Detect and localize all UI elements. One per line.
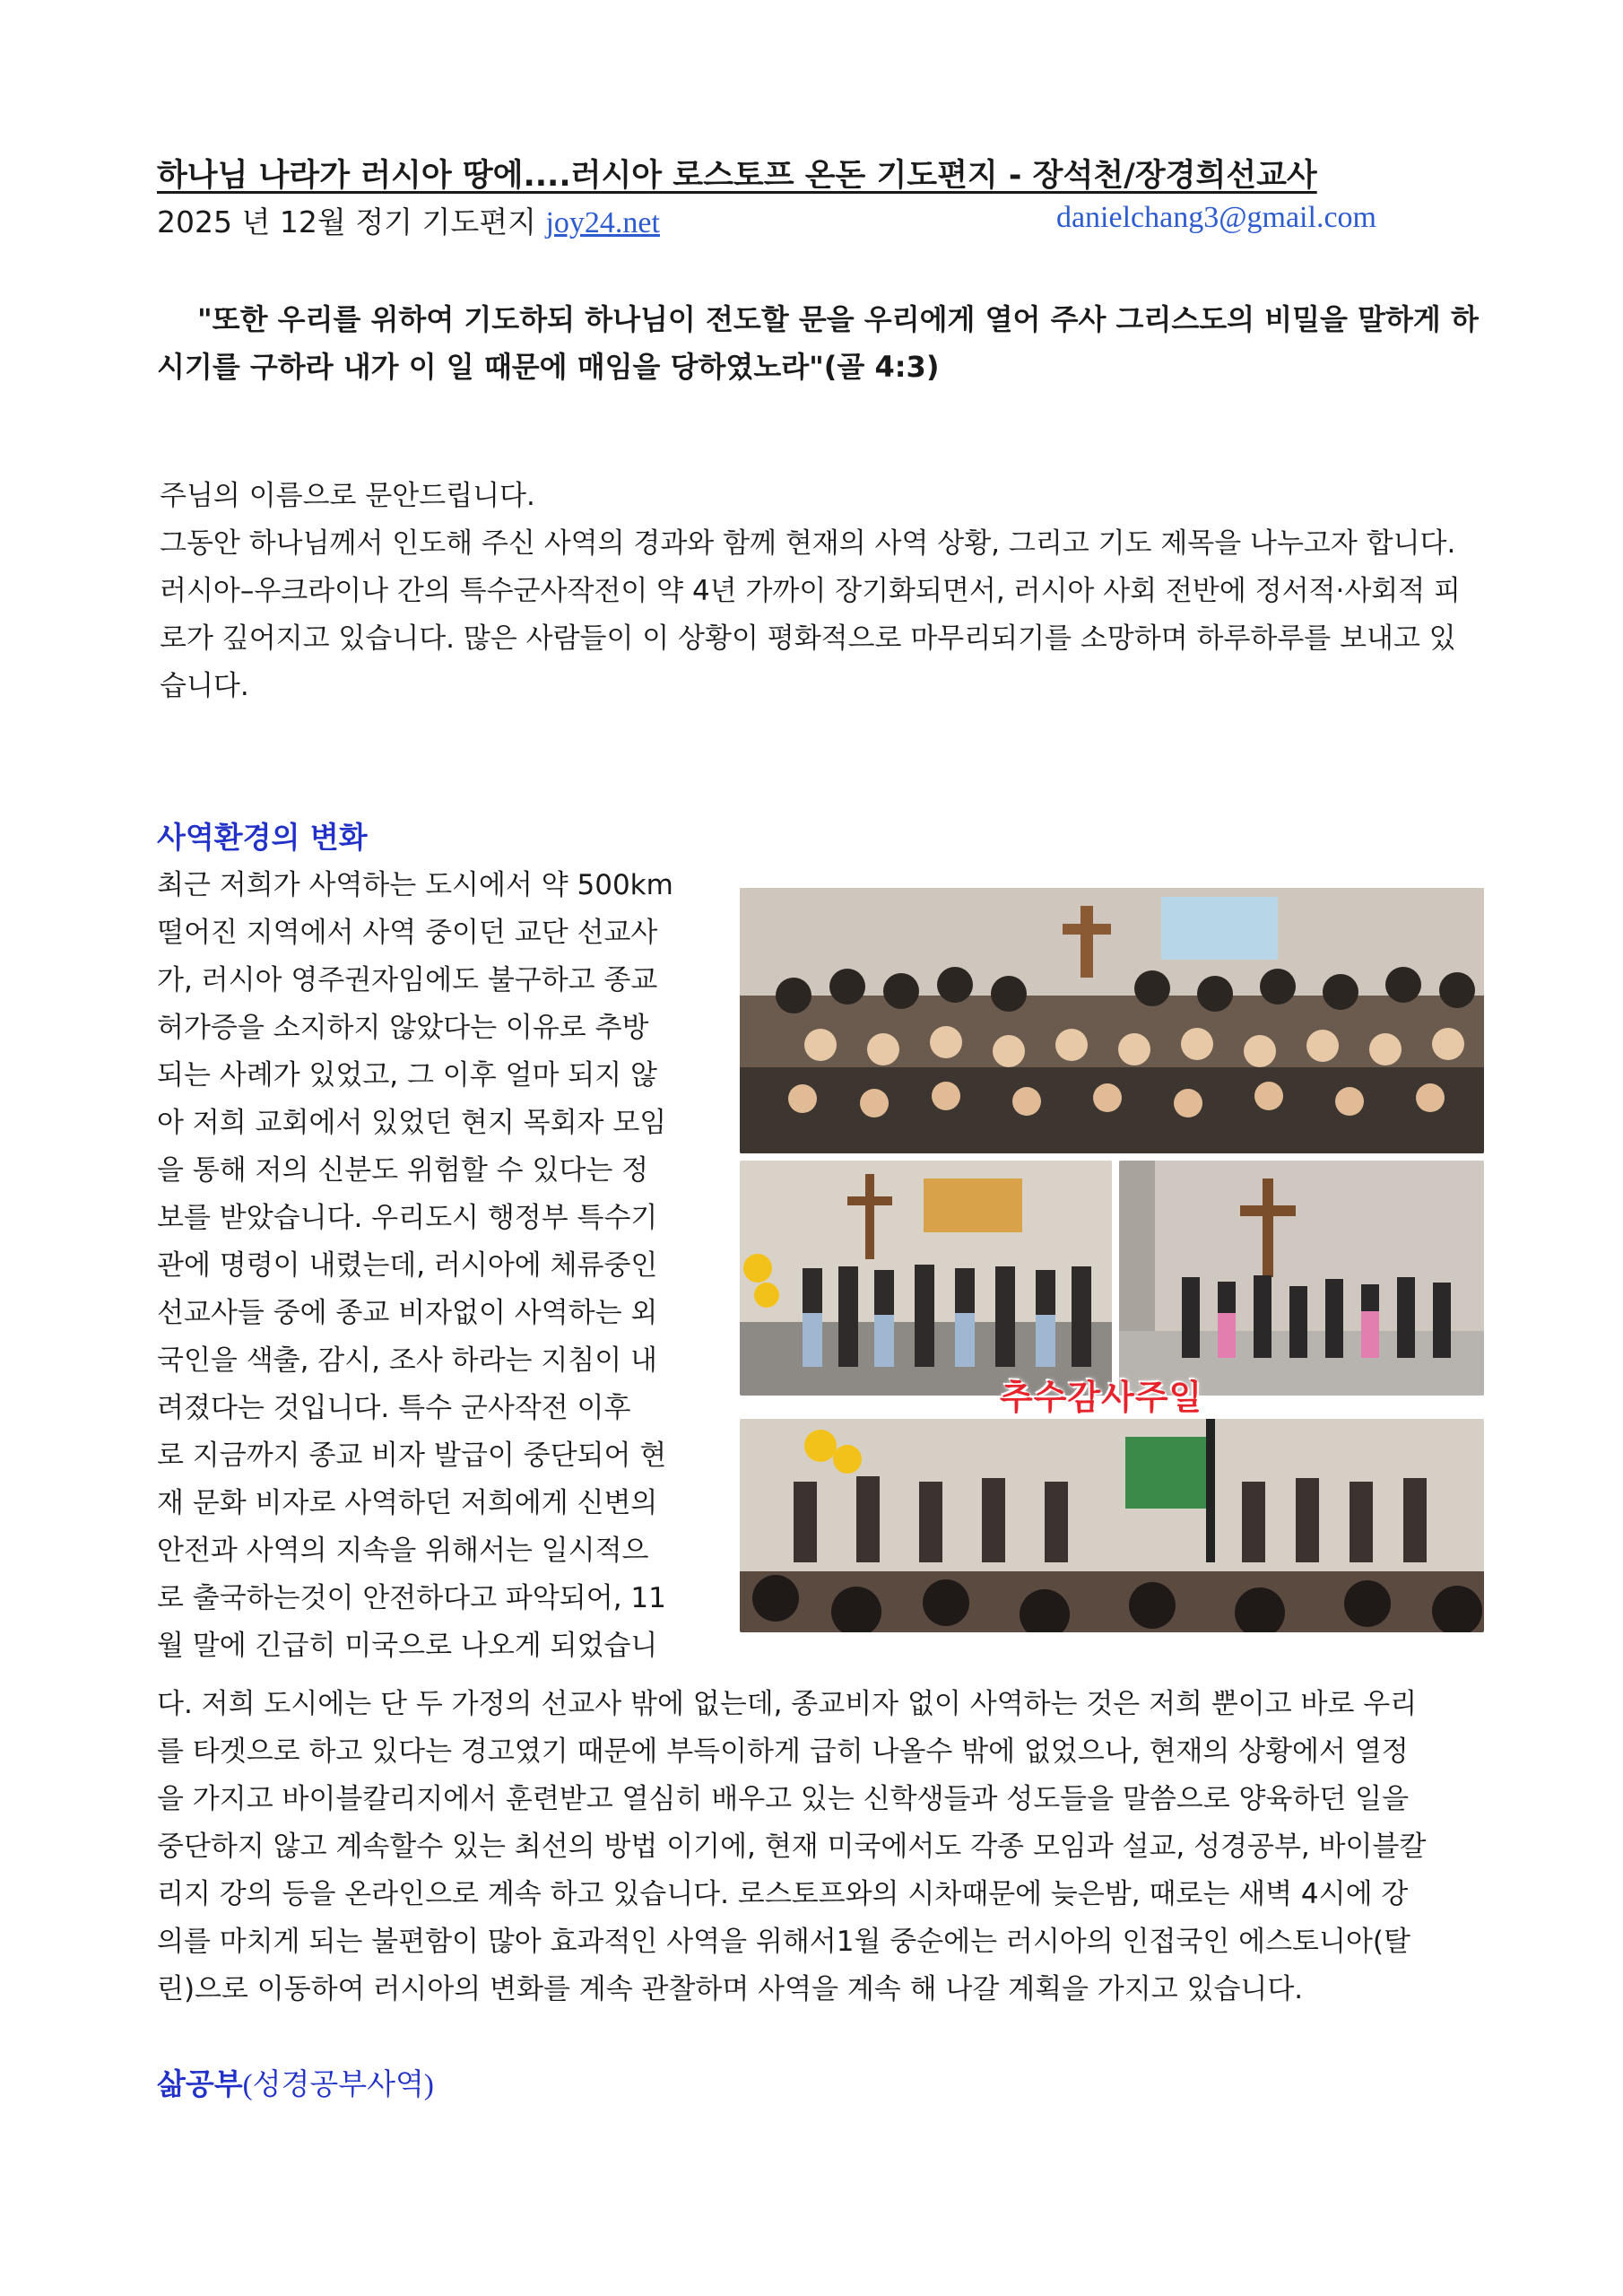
thanksgiving-photo-right	[1119, 1161, 1484, 1396]
photo-caption: 추수감사주일	[1000, 1378, 1203, 1417]
text-line: 관에 명령이 내렸는데, 러시아에 체류중인	[157, 1249, 658, 1282]
text-line: 다. 저희 도시에는 단 두 가정의 선교사 밖에 없는데, 종교비자 없이 사역하는 것은 저희 뿐이고 바로 우리	[157, 1688, 1418, 1720]
text-line: 로 지금까지 종교 비자 발급이 중단되어 현	[157, 1439, 667, 1472]
text-line: 안전과 사역의 지속을 위해서는 일시적으	[157, 1535, 649, 1567]
website-link[interactable]: joy24.net	[545, 206, 660, 239]
text-line: 선교사들 중에 종교 비자없이 사역하는 외	[157, 1297, 658, 1329]
letter-subtitle: 2025 년 12월 정기 기도편지	[157, 204, 536, 239]
letter-title: 하나님 나라가 러시아 땅에....러시아 로스토프 온돈 기도편지 - 장석천/장경희선교사	[157, 158, 1317, 194]
text-line: 되는 사례가 있었고, 그 이후 얼마 되지 않	[157, 1059, 657, 1091]
text-line: 를 타겟으로 하고 있다는 경고였기 때문에 부득이하게 급히 나올수 밖에 없었으나, 현재의 상황에서 열정	[157, 1735, 1409, 1768]
thanksgiving-photo-left	[740, 1161, 1112, 1396]
text-line: 아 저희 교회에서 있었던 현지 목회자 모임	[157, 1107, 667, 1139]
text-line: 가, 러시아 영주권자임에도 불구하고 종교	[157, 964, 658, 996]
text-line: 떨어진 지역에서 사역 중이던 교단 선교사	[157, 917, 658, 949]
text-line: 리지 강의 등을 온라인으로 계속 하고 있습니다. 로스토프와의 시차때문에 늦은밤, 때로는 새벽 4시에 강	[157, 1878, 1409, 1910]
group-photo	[740, 888, 1484, 1153]
letter-subtitle-line	[157, 199, 1376, 240]
section-heading-paren: (성경공부사역)	[242, 2069, 434, 2101]
intro-paragraph: 그동안 하나님께서 인도해 주신 사역의 경과와 함께 현재의 사역 상황, 그리고 기도 제목을 나누고자 합니다.	[160, 527, 1456, 560]
intro-section	[160, 473, 1478, 710]
text-line: 재 문화 비자로 사역하던 저희에게 신변의	[157, 1487, 658, 1519]
service-photo	[740, 1419, 1484, 1632]
text-line: 월 말에 긴급히 미국으로 나오게 되었습니	[157, 1630, 658, 1662]
section-heading-bible-study	[157, 2061, 434, 2103]
text-line: 허가증을 소지하지 않았다는 이유로 추방	[157, 1012, 649, 1044]
text-line: 을 통해 저의 신분도 위험할 수 있다는 정	[157, 1154, 649, 1187]
section-heading-text: 삶공부	[157, 2066, 243, 2101]
text-line: 최근 저희가 사역하는 도시에서 약 500km	[157, 869, 673, 901]
text-line: 려졌다는 것입니다. 특수 군사작전 이후	[157, 1392, 631, 1424]
text-line: 중단하지 않고 계속할수 있는 최선의 방법 이기에, 현재 미국에서도 각종 모임과 설교, 성경공부, 바이블칼	[157, 1831, 1427, 1863]
greeting: 주님의 이름으로 문안드립니다.	[160, 480, 535, 512]
text-line: 을 가지고 바이블칼리지에서 훈련받고 열심히 배우고 있는 신학생들과 성도들을 말씀으로 양육하던 일을	[157, 1783, 1410, 1815]
scripture-verse: "또한 우리를 위하여 기도하되 하나님이 전도할 문을 우리에게 열어 주사 그리스도의 비밀을 말하게 하시기를 구하라 내가 이 일 때문에 매임을 당하였노라"(골 4:3)	[157, 302, 1479, 384]
text-line: 국인을 색출, 감시, 조사 하라는 지침이 내	[157, 1344, 657, 1377]
intro-paragraph: 러시아–우크라이나 간의 특수군사작전이 약 4년 가까이 장기화되면서, 러시아 사회 전반에 정서적·사회적 피로가 깊어지고 있습니다. 많은 사람들이 이 상황이 평화적으로 마무리되기를 소망하며 하루하루를 보내고 있습니다.	[160, 575, 1461, 702]
email-link[interactable]: danielchang3@gmail.com	[1055, 201, 1376, 234]
text-line: 의를 마치게 되는 불편함이 많아 효과적인 사역을 위해서1월 중순에는 러시아의 인접국인 에스토니아(탈	[157, 1926, 1410, 1958]
photo-collage	[740, 888, 1484, 1632]
ministry-change-column	[157, 862, 690, 1670]
text-line: 로 출국하는것이 안전하다고 파악되어, 11	[157, 1582, 666, 1614]
text-line: 보를 받았습니다. 우리도시 행정부 특수기	[157, 1202, 658, 1234]
section-heading-ministry-change: 사역환경의 변화	[157, 820, 368, 855]
ministry-change-continued	[157, 1681, 1484, 2013]
text-line: 린)으로 이동하여 러시아의 변화를 계속 관찰하며 사역을 계속 해 나갈 계획을 가지고 있습니다.	[157, 1973, 1304, 2005]
